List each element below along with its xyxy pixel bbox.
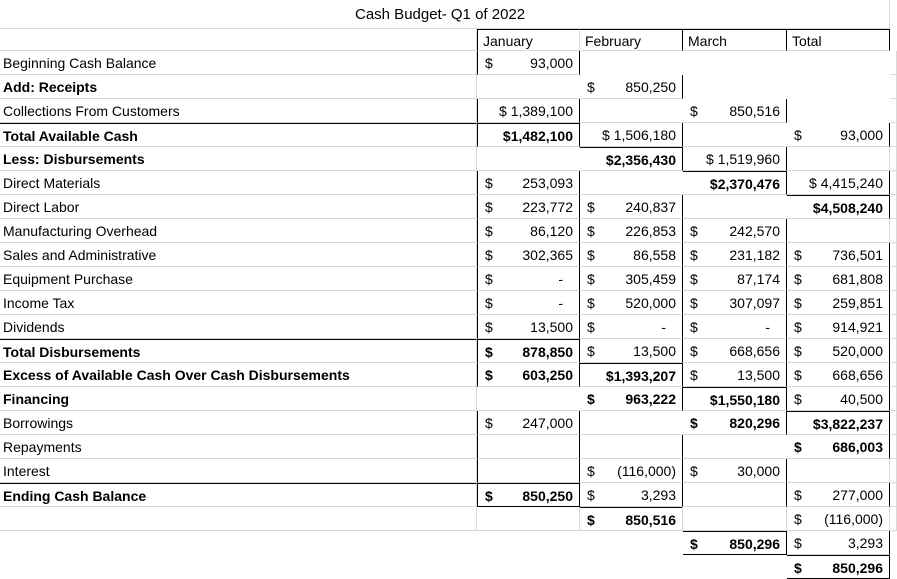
currency-symbol: $ <box>690 103 698 119</box>
currency-symbol: $ <box>690 536 698 552</box>
value-cell[interactable] <box>477 51 580 75</box>
currency-symbol: $ <box>485 344 493 360</box>
amount: (116,000) <box>617 463 676 479</box>
amount: 850,296 <box>729 536 780 552</box>
amount: 231,182 <box>729 247 780 263</box>
amount: 3,293 <box>640 487 676 503</box>
row-label-direct-labor[interactable]: Direct Labor <box>0 195 477 219</box>
table-row <box>0 75 897 99</box>
value-cell[interactable] <box>477 75 580 99</box>
currency-symbol: $ <box>485 247 493 263</box>
currency-symbol: $ <box>485 488 493 504</box>
currency-symbol: $ <box>485 223 493 239</box>
amount: 850,250 <box>522 488 573 504</box>
amount: $1,550,180 <box>709 392 780 408</box>
currency-symbol: $ <box>485 367 493 383</box>
amount: 850,516 <box>625 512 676 528</box>
value-cell[interactable] <box>477 435 580 459</box>
amount: $1,393,207 <box>605 368 676 384</box>
amount: 247,000 <box>522 415 573 431</box>
amount: 240,837 <box>625 199 676 215</box>
amount: 302,365 <box>522 247 573 263</box>
amount: 520,000 <box>625 295 676 311</box>
currency-symbol: $ <box>690 271 698 287</box>
amount: 30,000 <box>737 463 780 479</box>
amount: 668,656 <box>832 367 883 383</box>
amount: 305,459 <box>625 271 676 287</box>
value-cell[interactable] <box>477 339 580 363</box>
value-cell[interactable] <box>477 459 580 483</box>
amount: 820,296 <box>729 415 780 431</box>
amount: 668,656 <box>729 343 780 359</box>
amount: $ 1,519,960 <box>706 151 780 167</box>
value-cell[interactable] <box>477 483 580 507</box>
currency-symbol: $ <box>794 295 802 311</box>
table-row <box>0 387 897 411</box>
amount: 93,000 <box>840 127 883 143</box>
amount: 226,853 <box>625 223 676 239</box>
currency-symbol: $ <box>690 343 698 359</box>
currency-symbol: $ <box>587 512 595 528</box>
amount: 40,500 <box>840 391 883 407</box>
row-label-financing[interactable]: Financing <box>0 387 477 411</box>
amount: 253,093 <box>522 175 573 191</box>
amount: 307,097 <box>729 295 780 311</box>
currency-symbol: $ <box>794 247 802 263</box>
currency-symbol: $ <box>587 463 595 479</box>
currency-symbol: $ <box>485 175 493 191</box>
row-label-interest[interactable]: Interest <box>0 459 477 483</box>
currency-symbol: $ <box>485 415 493 431</box>
amount: 914,921 <box>832 319 883 335</box>
amount: 850,296 <box>832 560 883 576</box>
row-label-sales-and-administrative[interactable]: Sales and Administrative <box>0 243 477 267</box>
amount: 736,501 <box>832 247 883 263</box>
table-row <box>0 147 897 171</box>
value-cell[interactable] <box>683 531 787 555</box>
currency-symbol: $ <box>794 127 802 143</box>
value-cell[interactable] <box>477 123 580 147</box>
currency-symbol: $ <box>587 271 595 287</box>
value-cell[interactable] <box>477 147 580 171</box>
row-label-borrowings[interactable]: Borrowings <box>0 411 477 435</box>
value-cell[interactable] <box>477 315 580 339</box>
row-label-beginning-cash-balance[interactable]: Beginning Cash Balance <box>0 51 477 75</box>
amount: $1,482,100 <box>502 128 573 144</box>
amount: - <box>765 319 770 335</box>
header-total[interactable]: Total <box>787 29 890 51</box>
value-cell[interactable] <box>477 363 580 387</box>
value-cell[interactable] <box>477 291 580 315</box>
currency-symbol: $ <box>690 295 698 311</box>
row-label-income-tax[interactable]: Income Tax <box>0 291 477 315</box>
header-march[interactable]: March <box>683 29 787 51</box>
currency-symbol: $ <box>690 319 698 335</box>
value-cell[interactable] <box>477 243 580 267</box>
value-cell[interactable] <box>477 219 580 243</box>
amount: 963,222 <box>625 391 676 407</box>
amount: 13,500 <box>633 343 676 359</box>
value-cell[interactable] <box>477 411 580 435</box>
amount: 86,120 <box>530 223 573 239</box>
amount: $3,822,237 <box>812 416 883 432</box>
currency-symbol: $ <box>690 247 698 263</box>
row-label-excess-of-available-cash-over-cash-disbursements[interactable]: Excess of Available Cash Over Cash Disbursements <box>0 363 477 387</box>
currency-symbol: $ <box>587 295 595 311</box>
currency-symbol: $ <box>587 199 595 215</box>
currency-symbol: $ <box>587 343 595 359</box>
amount: 86,558 <box>633 247 676 263</box>
value-cell[interactable] <box>787 555 890 579</box>
empty-row <box>0 507 897 531</box>
amount: 93,000 <box>530 55 573 71</box>
currency-symbol: $ <box>690 367 698 383</box>
currency-symbol: $ <box>485 271 493 287</box>
amount: 520,000 <box>832 343 883 359</box>
amount: $ 1,389,100 <box>499 103 573 119</box>
currency-symbol: $ <box>587 223 595 239</box>
currency-symbol: $ <box>794 487 802 503</box>
amount: $4,508,240 <box>812 200 883 216</box>
value-cell[interactable] <box>477 171 580 195</box>
value-cell[interactable] <box>477 387 580 411</box>
currency-symbol: $ <box>794 535 802 551</box>
currency-symbol: $ <box>485 55 493 71</box>
currency-symbol: $ <box>587 247 595 263</box>
value-cell[interactable] <box>477 99 580 123</box>
value-cell[interactable] <box>477 267 580 291</box>
amount: 13,500 <box>737 367 780 383</box>
row-label-dividends[interactable]: Dividends <box>0 315 477 339</box>
header-january[interactable]: January <box>477 29 580 51</box>
row-label-less-disbursements[interactable]: Less: Disbursements <box>0 147 477 171</box>
row-label-add-receipts[interactable]: Add: Receipts <box>0 75 477 99</box>
amount: 277,000 <box>832 487 883 503</box>
currency-symbol: $ <box>690 415 698 431</box>
amount: - <box>558 295 563 311</box>
currency-symbol: $ <box>794 367 802 383</box>
amount: - <box>558 271 563 287</box>
currency-symbol: $ <box>485 295 493 311</box>
amount: 259,851 <box>832 295 883 311</box>
row-label-manufacturing-overhead[interactable]: Manufacturing Overhead <box>0 219 477 243</box>
currency-symbol: $ <box>485 319 493 335</box>
currency-symbol: $ <box>587 79 595 95</box>
currency-symbol: $ <box>690 463 698 479</box>
value-cell[interactable] <box>787 531 890 555</box>
amount: 223,772 <box>522 199 573 215</box>
amount: 686,003 <box>832 439 883 455</box>
amount: $ 4,415,240 <box>809 175 883 191</box>
amount: $2,370,476 <box>709 176 780 192</box>
amount: $2,356,430 <box>605 152 676 168</box>
row-label-repayments[interactable]: Repayments <box>0 435 477 459</box>
value-cell[interactable] <box>477 195 580 219</box>
amount: - <box>661 319 666 335</box>
currency-symbol: $ <box>794 343 802 359</box>
title-row <box>0 0 897 29</box>
row-label-collections-from-customers[interactable]: Collections From Customers <box>0 99 477 123</box>
row-label-ending-cash-balance[interactable]: Ending Cash Balance <box>0 483 477 507</box>
currency-symbol: $ <box>794 511 802 527</box>
amount: 850,250 <box>625 79 676 95</box>
amount: 3,293 <box>847 535 883 551</box>
row-label-equipment-purchase[interactable]: Equipment Purchase <box>0 267 477 291</box>
row-label-total-available-cash[interactable]: Total Available Cash <box>0 123 477 147</box>
header-february[interactable]: February <box>580 29 683 51</box>
currency-symbol: $ <box>690 223 698 239</box>
amount: 681,808 <box>832 271 883 287</box>
amount: $ 1,506,180 <box>602 127 676 143</box>
currency-symbol: $ <box>485 199 493 215</box>
amount: 242,570 <box>729 223 780 239</box>
amount: 87,174 <box>737 271 780 287</box>
row-label-total-disbursements[interactable]: Total Disbursements <box>0 339 477 363</box>
row-label-direct-materials[interactable]: Direct Materials <box>0 171 477 195</box>
header-row <box>0 29 897 51</box>
currency-symbol: $ <box>587 391 595 407</box>
currency-symbol: $ <box>587 487 595 503</box>
currency-symbol: $ <box>587 319 595 335</box>
amount: 878,850 <box>522 344 573 360</box>
currency-symbol: $ <box>794 439 802 455</box>
amount: 13,500 <box>530 319 573 335</box>
amount: 603,250 <box>522 367 573 383</box>
amount: (116,000) <box>824 511 883 527</box>
currency-symbol: $ <box>794 319 802 335</box>
sheet-title[interactable]: Cash Budget- Q1 of 2022 <box>355 6 526 23</box>
currency-symbol: $ <box>794 271 802 287</box>
amount: 850,516 <box>729 103 780 119</box>
currency-symbol: $ <box>794 560 802 576</box>
currency-symbol: $ <box>794 391 802 407</box>
